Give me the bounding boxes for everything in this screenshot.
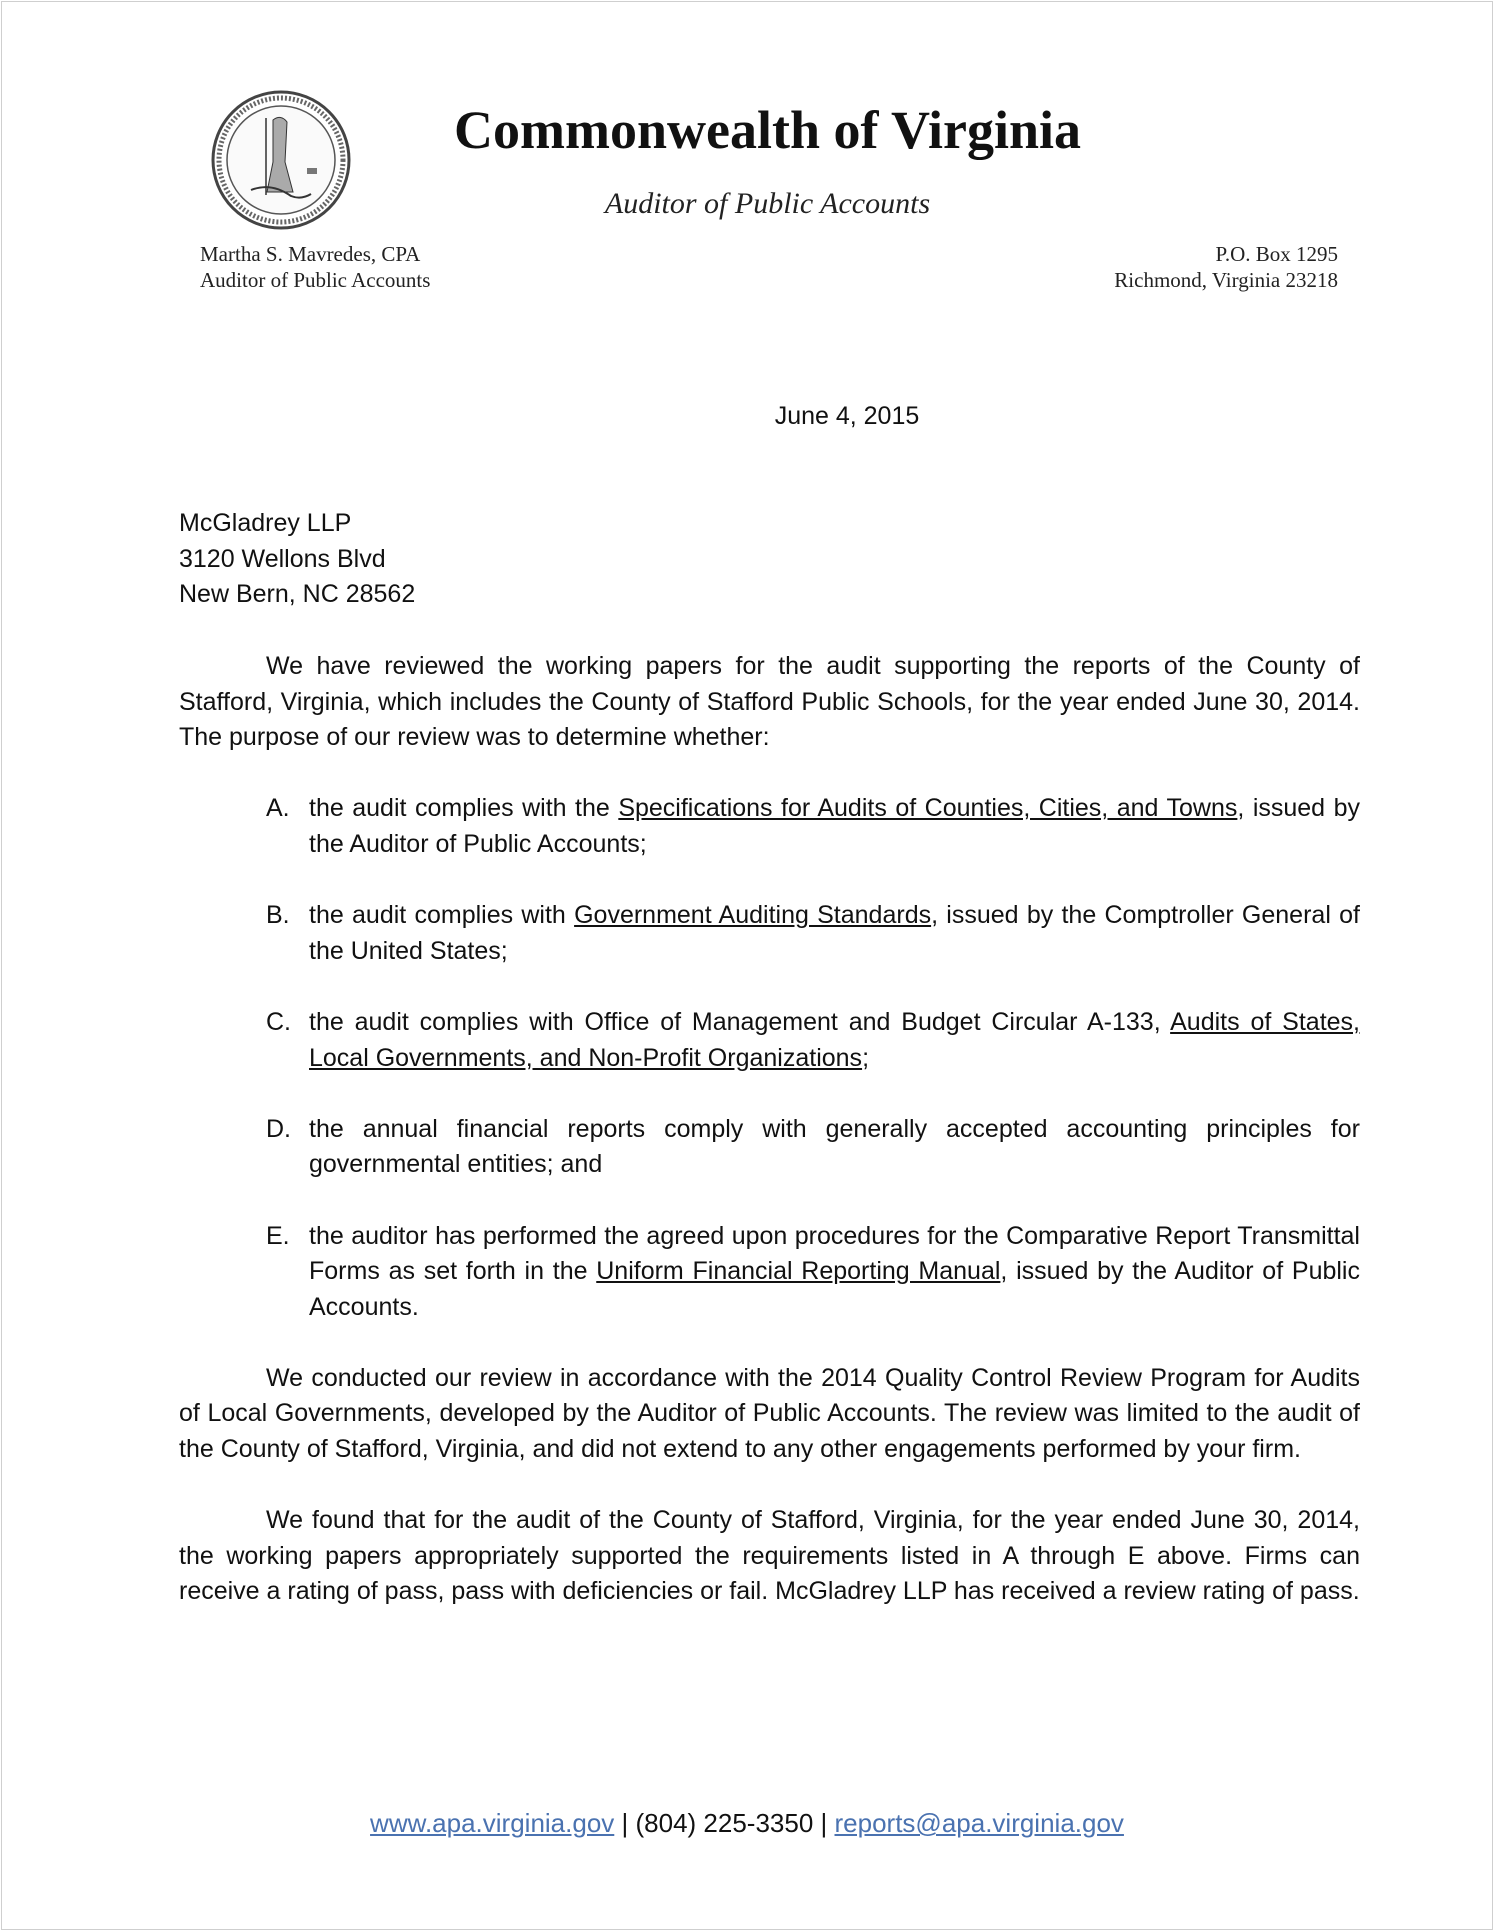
list-letter: A. (266, 794, 290, 823)
publication-title: Uniform Financial Reporting Manual (596, 1257, 1001, 1286)
list-item-a (266, 791, 1360, 862)
separator: | (813, 1808, 835, 1838)
list-letter: C. (266, 1007, 291, 1036)
list-letter: D. (266, 1114, 291, 1143)
item-text: ; (862, 1043, 870, 1072)
recipient-city: New Bern, NC 28562 (179, 580, 416, 609)
item-text: , issued by the Auditor of Public Accounts. (309, 1257, 1360, 1321)
item-text: the audit complies with Office of Management and Budget Circular A-133, (309, 1007, 1171, 1036)
auditor-name-block (200, 241, 430, 293)
list-letter: B. (266, 901, 290, 930)
publication-title: Audits of States, Local Governments, and Non-Profit Organizations (309, 1007, 1360, 1072)
item-text: the annual financial reports comply with generally accepted accounting principles for governmental entities; and (309, 1114, 1360, 1179)
intro-paragraph: We have reviewed the working papers for the audit supporting the reports of the County of Stafford, Virginia, which includes the County of Stafford Public Schools, for the year ended June 30, 2014. The purpose of our review was to determine whether: (179, 652, 1360, 752)
auditor-title: Auditor of Public Accounts (200, 268, 431, 292)
phone-number: (804) 225-3350 (635, 1808, 814, 1838)
mailing-address-block (1114, 241, 1338, 293)
publication-title: Specifications for Audits of Counties, Cities, and Towns (618, 794, 1238, 823)
list-letter: E. (266, 1221, 290, 1250)
item-text: , issued by the Auditor of Public Accounts; (309, 794, 1360, 858)
email-link[interactable]: reports@apa.virginia.gov (834, 1808, 1124, 1838)
list-item-e (266, 1219, 1360, 1326)
item-text: , issued by the Comptroller General of the United States; (309, 901, 1360, 965)
website-link[interactable]: www.apa.virginia.gov (370, 1808, 615, 1838)
recipient-street: 3120 Wellons Blvd (179, 544, 386, 573)
list-item-d (266, 1112, 1360, 1183)
letter-date: June 4, 2015 (774, 402, 920, 430)
item-text: the audit complies with (309, 901, 575, 930)
letter-body (179, 649, 1360, 1646)
letterhead-subtitle: Auditor of Public Accounts (604, 187, 931, 220)
list-item-b (266, 898, 1360, 969)
city-state-zip: Richmond, Virginia 23218 (1114, 268, 1338, 292)
recipient-address (179, 506, 415, 613)
item-text: the auditor has performed the agreed upon procedures for the Comparative Report Transmittal Forms as set forth in the (309, 1221, 1360, 1286)
footer-contact (0, 1806, 1494, 1842)
letterhead-title: Commonwealth of Virginia (454, 100, 1081, 160)
separator: | (614, 1808, 636, 1838)
item-text: the audit complies with the (309, 794, 619, 823)
recipient-name: McGladrey LLP (179, 509, 352, 537)
publication-title: Government Auditing Standards (574, 901, 932, 930)
list-item-c (266, 1005, 1360, 1076)
review-scope-paragraph: We conducted our review in accordance with the 2014 Quality Control Review Program for Audits of Local Governments, developed by the Auditor of Public Accounts. The review was limited to the audit of the County of Stafford, Virginia, and did not extend to any other engagements performed by your firm. (179, 1363, 1360, 1464)
po-box: P.O. Box 1295 (1215, 242, 1338, 266)
auditor-name: Martha S. Mavredes, CPA (200, 242, 421, 266)
review-result-paragraph: We found that for the audit of the County of Stafford, Virginia, for the year ended June 30, 2014, the working papers appropriately supported the requirements listed in A through E above. Firms can receive a rating of pass, pass with deficiencies or fail. McGladrey LLP has received a review rating of pass. (179, 1506, 1360, 1606)
